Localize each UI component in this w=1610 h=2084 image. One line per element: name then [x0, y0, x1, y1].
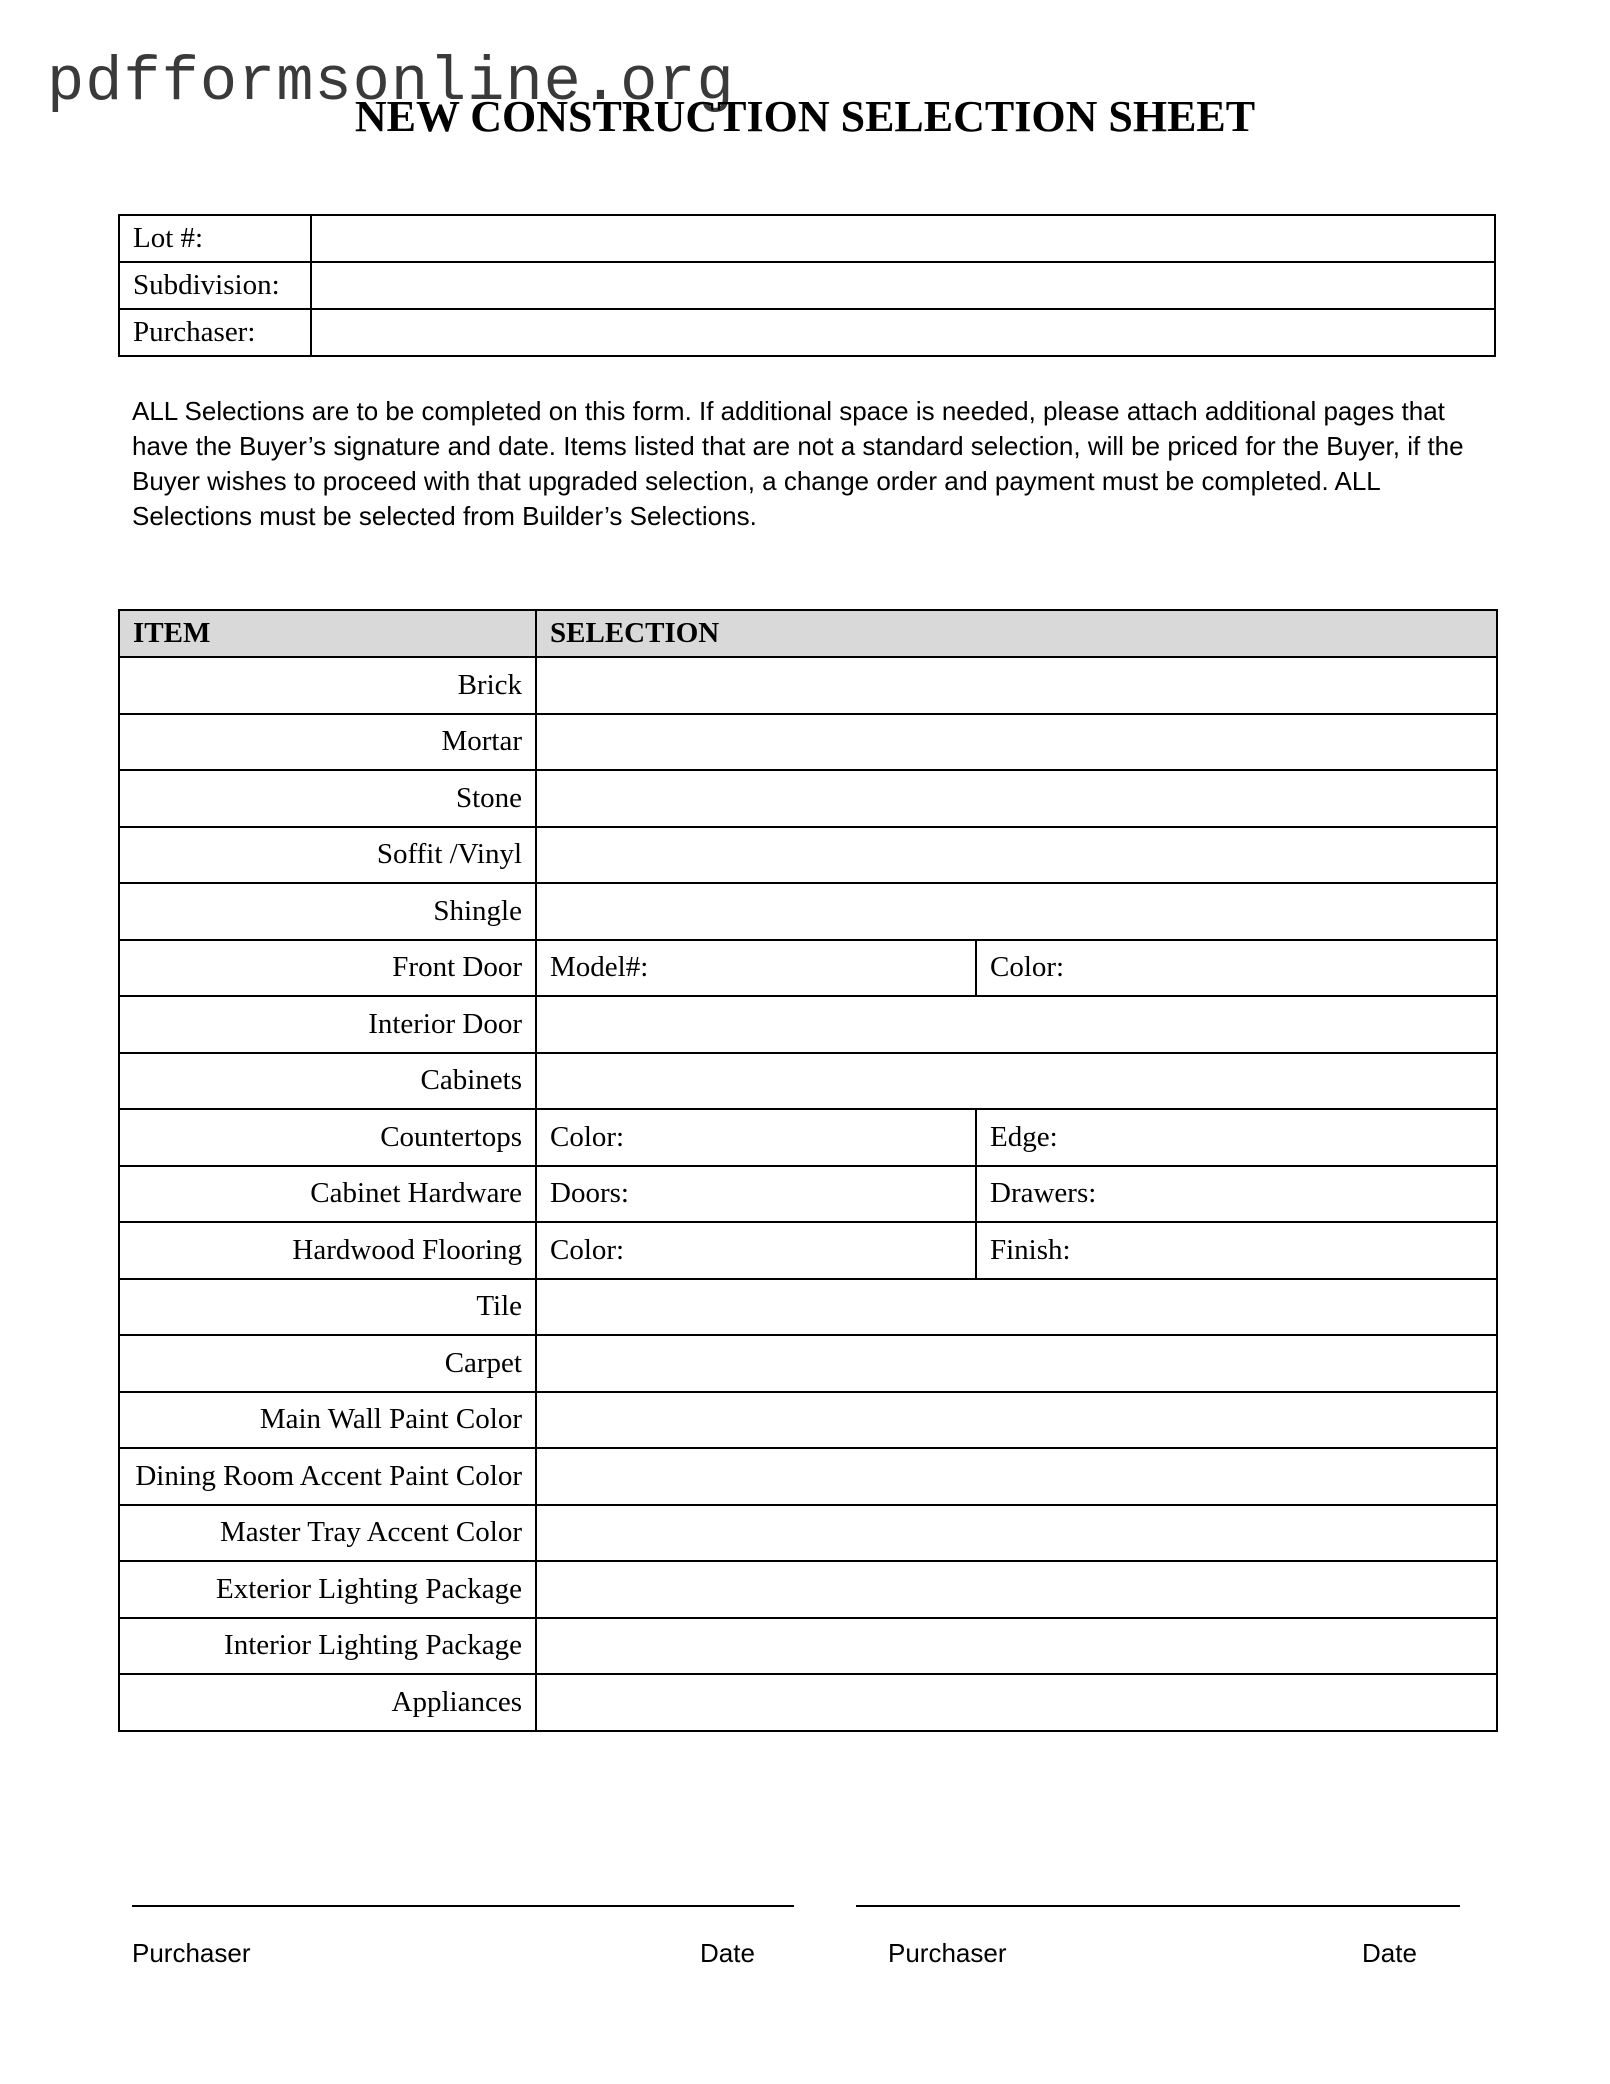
selection-subfield[interactable]: Color: — [536, 1222, 976, 1279]
purchaser-signature-label-2: Purchaser — [888, 1938, 1007, 1968]
selection-table-header — [119, 610, 1497, 657]
purchaser-field[interactable] — [311, 309, 1495, 356]
table-row — [119, 1618, 1497, 1675]
selection-subfield[interactable]: Drawers: — [976, 1166, 1497, 1223]
date-label-1: Date — [700, 1938, 755, 1968]
item-label: Main Wall Paint Color — [119, 1392, 536, 1449]
selection-field[interactable] — [536, 1561, 1497, 1618]
purchaser-signature-label-1: Purchaser — [132, 1938, 251, 1968]
table-row — [119, 940, 1497, 997]
table-row — [119, 262, 1495, 309]
selection-table — [118, 609, 1498, 1732]
item-label: Soffit /Vinyl — [119, 827, 536, 884]
item-label: Tile — [119, 1279, 536, 1336]
item-label: Stone — [119, 770, 536, 827]
item-label: Master Tray Accent Color — [119, 1505, 536, 1562]
item-label: Cabinet Hardware — [119, 1166, 536, 1223]
table-row — [119, 657, 1497, 714]
selection-field[interactable] — [536, 1392, 1497, 1449]
selection-field[interactable] — [536, 1674, 1497, 1731]
selection-subfield[interactable]: Color: — [536, 1109, 976, 1166]
table-row — [119, 1448, 1497, 1505]
table-row — [119, 996, 1497, 1053]
selection-field[interactable] — [536, 827, 1497, 884]
item-label: Mortar — [119, 714, 536, 771]
item-label: Cabinets — [119, 1053, 536, 1110]
selection-field[interactable] — [536, 1335, 1497, 1392]
page-title: NEW CONSTRUCTION SELECTION SHEET — [354, 92, 1256, 141]
selection-field[interactable] — [536, 1448, 1497, 1505]
table-row — [119, 215, 1495, 262]
table-row — [119, 1335, 1497, 1392]
selection-field[interactable] — [536, 1618, 1497, 1675]
item-label: Exterior Lighting Package — [119, 1561, 536, 1618]
selection-subfield[interactable]: Model#: — [536, 940, 976, 997]
purchaser-label: Purchaser: — [119, 309, 311, 356]
header-info-table — [118, 214, 1496, 357]
subdivision-field[interactable] — [311, 262, 1495, 309]
table-row — [119, 827, 1497, 884]
item-label: Appliances — [119, 1674, 536, 1731]
instructions-paragraph: ALL Selections are to be completed on this form. If additional space is needed, please attach additional pages that have the Buyer’s signature and date. Items listed that are not a standard selection, will be priced for the Buyer, if the Buyer wishes to proceed with that upgraded selection, a change order and payment must be completed. ALL Selections must be selected from Builder’s Selections. — [132, 396, 1464, 531]
item-label: Front Door — [119, 940, 536, 997]
selection-field[interactable] — [536, 883, 1497, 940]
table-row — [119, 1674, 1497, 1731]
selection-field[interactable] — [536, 714, 1497, 771]
item-label: Shingle — [119, 883, 536, 940]
table-row — [119, 714, 1497, 771]
table-row — [119, 883, 1497, 940]
selection-subfield[interactable]: Edge: — [976, 1109, 1497, 1166]
table-row — [119, 1561, 1497, 1618]
table-row — [119, 1109, 1497, 1166]
item-label: Interior Lighting Package — [119, 1618, 536, 1675]
selection-subfield[interactable]: Color: — [976, 940, 1497, 997]
watermark-text: pdfformsonline.org — [47, 47, 735, 118]
lot-field[interactable] — [311, 215, 1495, 262]
item-label: Countertops — [119, 1109, 536, 1166]
lot-label: Lot #: — [119, 215, 311, 262]
selection-field[interactable] — [536, 770, 1497, 827]
item-label: Interior Door — [119, 996, 536, 1053]
signature-line-2[interactable] — [856, 1905, 1460, 1907]
selection-field[interactable] — [536, 1505, 1497, 1562]
table-row — [119, 309, 1495, 356]
table-row — [119, 1222, 1497, 1279]
item-label: Hardwood Flooring — [119, 1222, 536, 1279]
selection-subfield[interactable]: Finish: — [976, 1222, 1497, 1279]
subdivision-label: Subdivision: — [119, 262, 311, 309]
item-label: Dining Room Accent Paint Color — [119, 1448, 536, 1505]
signature-line-1[interactable] — [132, 1905, 794, 1907]
table-row — [119, 1166, 1497, 1223]
item-column-header: ITEM — [119, 610, 536, 657]
item-label: Carpet — [119, 1335, 536, 1392]
selection-column-header: SELECTION — [536, 610, 1497, 657]
table-row — [119, 1279, 1497, 1336]
table-row — [119, 1392, 1497, 1449]
table-row — [119, 1505, 1497, 1562]
table-row — [119, 1053, 1497, 1110]
selection-field[interactable] — [536, 657, 1497, 714]
table-row — [119, 770, 1497, 827]
selection-field[interactable] — [536, 1053, 1497, 1110]
date-label-2: Date — [1362, 1938, 1417, 1968]
item-label: Brick — [119, 657, 536, 714]
selection-subfield[interactable]: Doors: — [536, 1166, 976, 1223]
selection-field[interactable] — [536, 996, 1497, 1053]
selection-field[interactable] — [536, 1279, 1497, 1336]
